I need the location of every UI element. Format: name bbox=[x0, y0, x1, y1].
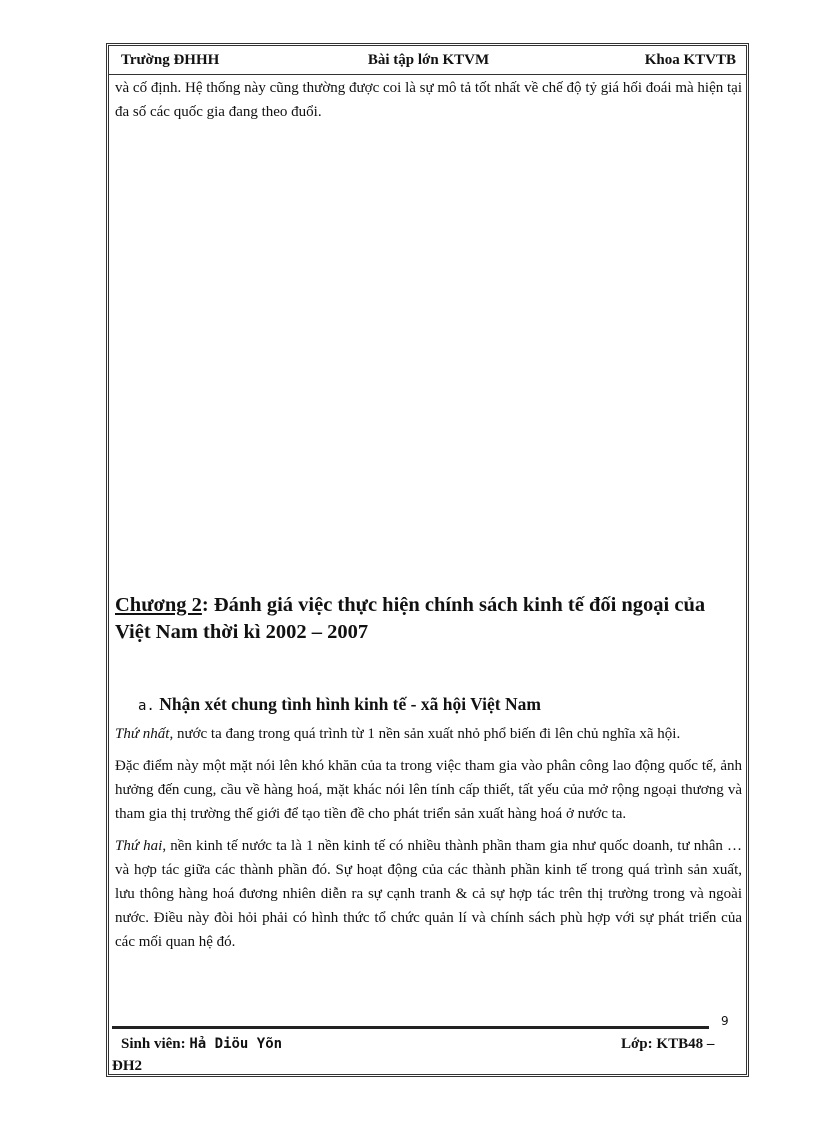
chapter-heading bbox=[115, 592, 738, 646]
paragraph-third-lead: Thứ hai bbox=[115, 838, 163, 854]
paragraph-second: Đặc điểm này một mặt nói lên khó khăn của ta trong việc tham gia vào phân công lao động quốc tế, ảnh hưởng đến cung, cầu về hàng hoá, mặt khác nói lên tính cấp thiết, tất yếu của mở rộng ngoại thương và tham gia thị trường thế giới để tạo tiền đề cho phát triển sản xuất hàng hoá ở nước ta. bbox=[115, 758, 742, 822]
footer-rule bbox=[112, 1026, 709, 1029]
paragraph-first bbox=[115, 722, 742, 746]
page-header bbox=[109, 46, 746, 75]
section-marker: a. bbox=[138, 698, 155, 714]
footer-student bbox=[121, 1036, 282, 1053]
paragraph-first-lead: Thứ nhất bbox=[115, 726, 170, 742]
section-heading bbox=[115, 692, 742, 718]
section-title: Nhận xét chung tình hình kinh tế - xã hội Việt Nam bbox=[159, 694, 541, 714]
paragraph-third bbox=[115, 834, 742, 954]
intro-content bbox=[115, 76, 742, 124]
student-name: Hả Diöu Yõn bbox=[189, 1036, 283, 1052]
header-title: Bài tập lớn KTVM bbox=[367, 51, 490, 68]
section-a bbox=[115, 692, 742, 962]
paragraph-first-text: , nước ta đang trong quá trình từ 1 nền sản xuất nhỏ phổ biến đi lên chủ nghĩa xã hội. bbox=[169, 726, 681, 742]
footer-class-suffix: ĐH2 bbox=[112, 1058, 142, 1074]
page-frame bbox=[106, 43, 749, 1077]
footer-class: Lớp: KTB48 – bbox=[621, 1036, 715, 1052]
header-faculty: Khoa KTVTB bbox=[644, 51, 736, 68]
header-school: Trường ĐHHH bbox=[121, 51, 220, 68]
paragraph-third-text: , nền kinh tế nước ta là 1 nền kinh tế có nhiều thành phần tham gia như quốc doanh, tư nhân …và hợp tác giữa các thành phần đó. Sự hoạt động của các thành phần kinh tế trong quá trình sản xuất, lưu thông hàng hoá đương nhiên diễn ra sự cạnh tranh & cả sự hợp tác trên thị trường trong và ngoài nước. Điều này đòi hỏi phải có hình thức tổ chức quản lí và chính sách phù hợp với sự phát triển của các mối quan hệ đó. bbox=[115, 838, 742, 950]
page-number: 9 bbox=[721, 1014, 729, 1028]
intro-paragraph: và cố định. Hệ thống này cũng thường được coi là sự mô tả tốt nhất về chế độ tỷ giá hối đoái mà hiện tại đa số các quốc gia đang theo đuổi. bbox=[115, 80, 742, 120]
chapter-label: Chương 2 bbox=[115, 594, 202, 616]
chapter-title: : Đánh giá việc thực hiện chính sách kinh tế đối ngoại của Việt Nam thời kì 2002 – 2007 bbox=[115, 594, 706, 643]
student-label: Sinh viên: bbox=[121, 1036, 190, 1052]
